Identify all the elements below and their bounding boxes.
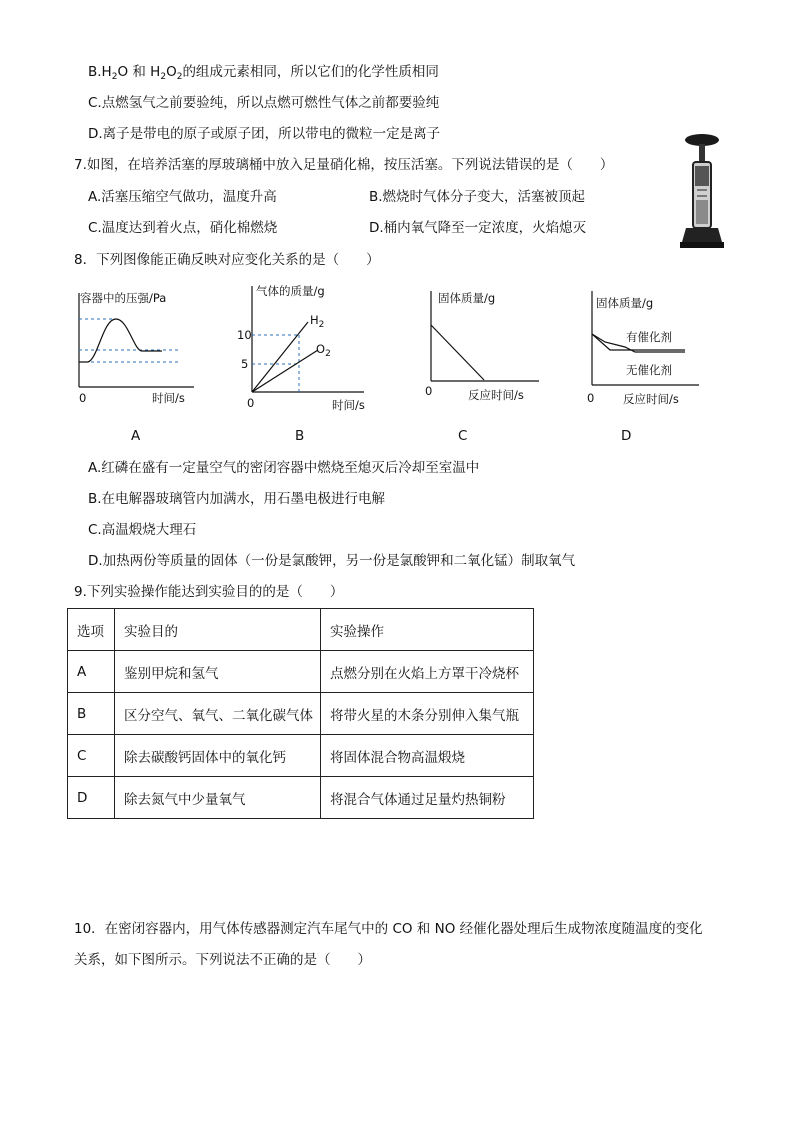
table-cell: 将带火星的木条分别伸入集气瓶 — [321, 693, 534, 735]
table-header-cell: 实验目的 — [115, 609, 321, 651]
q7-option-d: D.桶内氧气降至一定浓度，火焰熄灭 — [369, 220, 587, 236]
graph-b-ylabel: 气体的质量/g — [256, 284, 325, 298]
graph-a-ylabel: 容器中的压强/Pa — [80, 291, 167, 305]
table-cell: 除去碳酸钙固体中的氧化钙 — [115, 735, 321, 777]
graph-d-origin: 0 — [587, 391, 595, 405]
table-row — [68, 693, 534, 735]
graph-a-caption: A — [131, 428, 141, 444]
q8-option-a: A.红磷在盛有一定量空气的密闭容器中燃烧至熄灭后冷却至室温中 — [88, 460, 480, 476]
q7-stem: 7.如图，在培养活塞的厚玻璃桶中放入足量硝化棉，按压活塞。下列说法错误的是（ ） — [74, 157, 614, 173]
graph-b-origin: 0 — [247, 396, 255, 410]
experiment-table — [67, 608, 534, 819]
q8-stem: 8．下列图像能正确反映对应变化关系的是（ ） — [74, 252, 380, 268]
q7-option-c: C.温度达到着火点，硝化棉燃烧 — [88, 220, 278, 236]
table-cell: B — [68, 693, 115, 735]
table-cell: 将混合气体通过足量灼热铜粉 — [321, 777, 534, 819]
graph-a-pressure-curve — [79, 319, 162, 362]
q6-option-c: C.点燃氢气之前要验纯，所以点燃可燃性气体之前都要验纯 — [88, 95, 440, 111]
q7-option-b: B.燃烧时气体分子变大，活塞被顶起 — [369, 189, 586, 205]
table-cell: D — [68, 777, 115, 819]
graph-c-caption: C — [458, 428, 468, 444]
table-cell: 鉴别甲烷和氢气 — [115, 651, 321, 693]
table-header-row — [68, 609, 534, 651]
table-cell: 除去氮气中少量氧气 — [115, 777, 321, 819]
piston-apparatus-image — [680, 130, 726, 252]
q10-stem-line2: 关系，如下图所示。下列说法不正确的是（ ） — [74, 952, 371, 968]
graph-b-caption: B — [295, 428, 305, 444]
graph-b-h2-line — [252, 322, 308, 392]
q9-stem: 9.下列实验操作能达到实验目的的是（ ） — [74, 584, 344, 600]
table-cell: C — [68, 735, 115, 777]
graph-d-without-catalyst-label: 无催化剂 — [626, 363, 672, 377]
graph-c-xlabel: 反应时间/s — [468, 388, 524, 402]
table-cell: 区分空气、氧气、二氧化碳气体 — [115, 693, 321, 735]
graph-d-with-catalyst-label: 有催化剂 — [626, 330, 672, 344]
q8-option-b: B.在电解器玻璃管内加满水，用石墨电极进行电解 — [88, 491, 386, 507]
graph-b-xlabel: 时间/s — [332, 398, 365, 412]
graph-c-ylabel: 固体质量/g — [438, 291, 496, 305]
graph-a — [70, 285, 200, 410]
graph-d-caption: D — [621, 428, 632, 444]
table-header-cell: 实验操作 — [321, 609, 534, 651]
table-row — [68, 777, 534, 819]
graph-b — [232, 280, 382, 412]
q6-option-d: D.离子是带电的原子或原子团，所以带电的微粒一定是离子 — [88, 126, 441, 142]
graph-c-mass-line — [431, 325, 484, 380]
graph-b-o2-label: $O_2$ — [316, 342, 331, 359]
table-row — [68, 735, 534, 777]
graph-c — [420, 285, 545, 407]
graph-d — [585, 287, 710, 412]
graph-c-origin: 0 — [425, 384, 433, 398]
q7-option-a: A.活塞压缩空气做功，温度升高 — [88, 189, 277, 205]
q8-option-d: D.加热两份等质量的固体（一份是氯酸钾，另一份是氯酸钾和二氧化锰）制取氧气 — [88, 553, 576, 569]
table-row — [68, 651, 534, 693]
table-header-cell: 选项 — [68, 609, 115, 651]
graph-b-o2-line — [252, 350, 318, 392]
q6-option-b: $B.H_2O$ 和 $H_2O_2$的组成元素相同，所以它们的化学性质相同 — [88, 64, 439, 82]
table-cell: A — [68, 651, 115, 693]
graph-b-tick-5: 5 — [241, 357, 249, 371]
graph-d-ylabel: 固体质量/g — [596, 296, 654, 310]
table-cell: 点燃分别在火焰上方罩干冷烧杯 — [321, 651, 534, 693]
graph-a-origin: 0 — [79, 391, 87, 405]
table-cell: 将固体混合物高温煅烧 — [321, 735, 534, 777]
q8-option-c: C.高温煅烧大理石 — [88, 522, 197, 538]
graph-b-h2-label: $H_2$ — [310, 313, 325, 330]
graph-b-tick-10: 10 — [237, 328, 252, 342]
graph-d-xlabel: 反应时间/s — [623, 392, 679, 406]
graph-a-xlabel: 时间/s — [152, 391, 185, 405]
q10-stem-line1: 10．在密闭容器内，用气体传感器测定汽车尾气中的 CO 和 NO 经催化器处理后生成物浓度随温度的变化 — [74, 921, 703, 937]
